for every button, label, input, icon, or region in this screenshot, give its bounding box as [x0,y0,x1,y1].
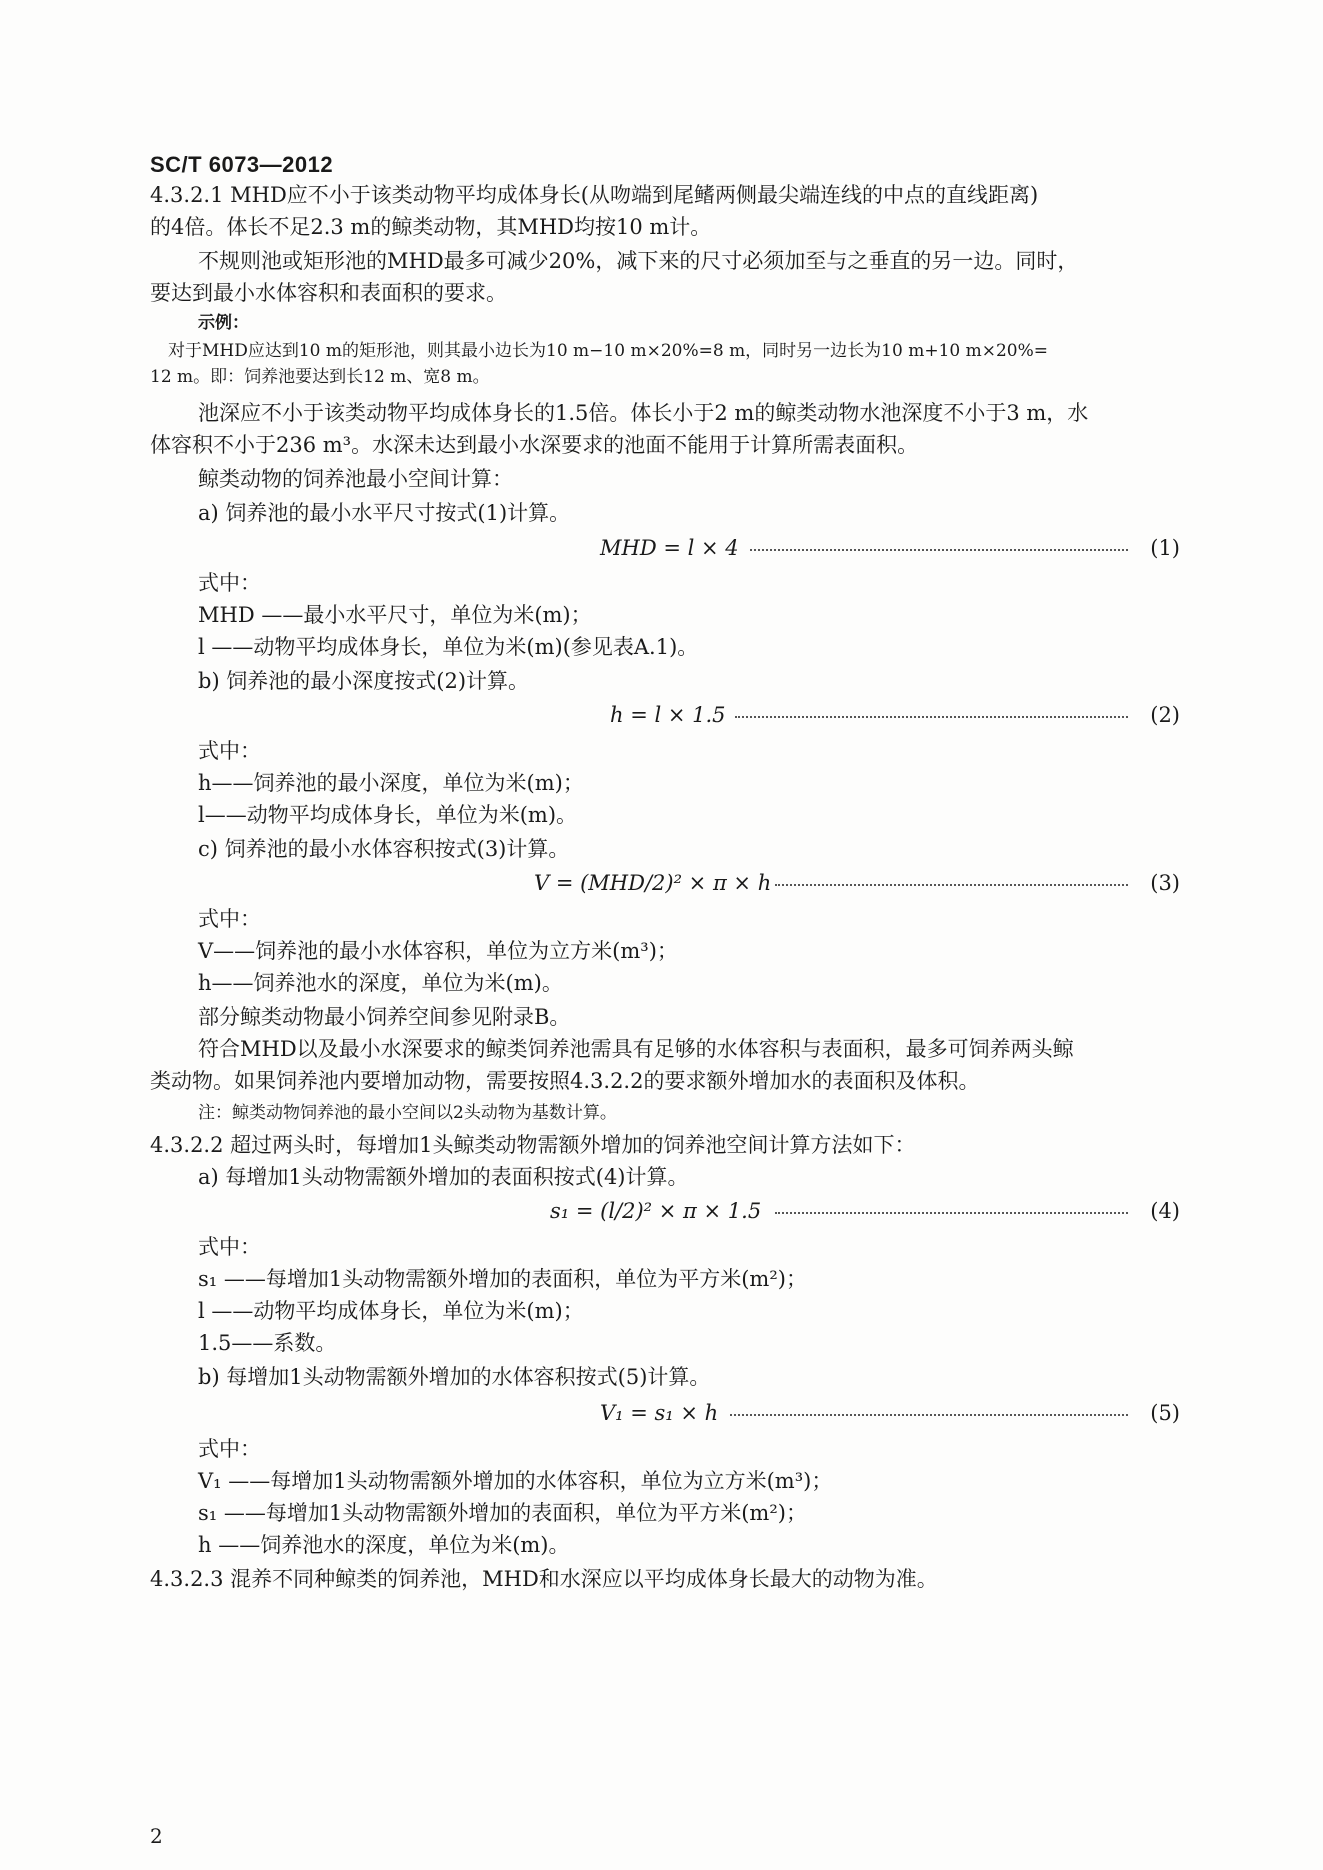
paragraph-two-whales-line-2: 类动物。如果饲养池内要增加动物，需要按照4.3.2.2的要求额外增加水的表面积及体积。 [150,1069,980,1093]
formula-5-expression: V₁ = s₁ × h [600,1401,719,1425]
item-a-min-horizontal: a) 饲养池的最小水平尺寸按式(1)计算。 [198,501,571,525]
formula-1-number: (1) [1150,536,1180,560]
where-4-coefficient: 1.5——系数。 [198,1331,337,1355]
paragraph-pool-depth-line-2: 体容积不小于236 m³。水深未达到最小水深要求的池面不能用于计算所需表面积。 [150,433,919,457]
where-2-l: l——动物平均成体身长，单位为米(m)。 [198,803,578,827]
formula-3-row [150,870,1180,896]
clause-4-3-2-3: 4.3.2.3 混养不同种鲸类的饲养池，MHD和水深应以平均成体身长最大的动物为准。 [150,1567,938,1591]
paragraph-pool-depth-line-1: 池深应不小于该类动物平均成体身长的1.5倍。体长小于2 m的鲸类动物水池深度不小于3 m，水 [198,401,1089,425]
formula-1-row [150,535,1180,561]
formula-1-expression: MHD = l × 4 [600,536,739,560]
clause-4-3-2-1-line-1: 4.3.2.1 MHD应不小于该类动物平均成体身长(从吻端到尾鳍两侧最尖端连线的中点的直线距离) [150,183,1039,207]
formula-3-expression: V = (MHD/2)² × π × h [534,871,772,895]
where-1-l: l ——动物平均成体身长，单位为米(m)(参见表A.1)。 [198,635,699,659]
clause-4-3-2-1-line-2: 的4倍。体长不足2.3 m的鲸类动物，其MHD均按10 m计。 [150,215,712,239]
formula-2-leader-dots [735,716,1128,718]
item-a-extra-surface: a) 每增加1头动物需额外增加的表面积按式(4)计算。 [198,1165,689,1189]
where-1-mhd: MHD ——最小水平尺寸，单位为米(m)； [198,603,592,627]
clause-4-3-2-2: 4.3.2.2 超过两头时，每增加1头鲸类动物需额外增加的饲养池空间计算方法如下： [150,1133,916,1157]
paragraph-appendix-b: 部分鲸类动物最小饲养空间参见附录B。 [198,1005,571,1029]
where-4-l: l ——动物平均成体身长，单位为米(m)； [198,1299,584,1323]
page-number: 2 [150,1824,163,1848]
paragraph-irregular-pool-line-1: 不规则池或矩形池的MHD最多可减少20%，减下来的尺寸必须加至与之垂直的另一边。同时， [198,249,1079,273]
paragraph-min-space-intro: 鲸类动物的饲养池最小空间计算： [198,467,513,491]
where-3-h: h——饲养池水的深度，单位为米(m)。 [198,971,563,995]
where-3-v: V——饲养池的最小水体容积，单位为立方米(m³)； [198,939,678,963]
where-label-1: 式中： [198,571,261,595]
formula-1-leader-dots [750,549,1128,551]
formula-5-leader-dots [730,1414,1128,1416]
formula-4-row [150,1198,1180,1224]
note-min-space: 注：鲸类动物饲养池的最小空间以2头动物为基数计算。 [198,1103,617,1123]
paragraph-irregular-pool-line-2: 要达到最小水体容积和表面积的要求。 [150,281,507,305]
item-c-min-volume: c) 饲养池的最小水体容积按式(3)计算。 [198,837,570,861]
formula-5-row [150,1400,1180,1426]
example-label: 示例： [198,313,249,333]
formula-2-number: (2) [1150,703,1180,727]
formula-2-row [150,702,1180,728]
example-line-2: 12 m。即：饲养池要达到长12 m、宽8 m。 [150,367,490,387]
where-2-h: h——饲养池的最小深度，单位为米(m)； [198,771,584,795]
paragraph-two-whales-line-1: 符合MHD以及最小水深要求的鲸类饲养池需具有足够的水体容积与表面积，最多可饲养两头鲸 [198,1037,1074,1061]
example-line-1: 对于MHD应达到10 m的矩形池，则其最小边长为10 m−10 m×20%=8 m，同时另一边长为10 m+10 m×20%= [168,341,1049,361]
where-label-2: 式中： [198,739,261,763]
formula-4-number: (4) [1150,1199,1180,1223]
where-label-4: 式中： [198,1235,261,1259]
where-4-s1: s₁ ——每增加1头动物需额外增加的表面积，单位为平方米(m²)； [198,1267,807,1291]
formula-3-number: (3) [1150,871,1180,895]
formula-3-leader-dots [775,884,1128,886]
where-label-3: 式中： [198,907,261,931]
formula-2-expression: h = l × 1.5 [610,703,726,727]
where-5-v1: V₁ ——每增加1头动物需额外增加的水体容积，单位为立方米(m³)； [198,1469,833,1493]
where-label-5: 式中： [198,1437,261,1461]
where-5-s1: s₁ ——每增加1头动物需额外增加的表面积，单位为平方米(m²)； [198,1501,807,1525]
formula-4-expression: s₁ = (l/2)² × π × 1.5 [550,1199,762,1223]
formula-5-number: (5) [1150,1401,1180,1425]
standard-code-header: SC/T 6073—2012 [150,152,334,177]
item-b-min-depth: b) 饲养池的最小深度按式(2)计算。 [198,669,530,693]
formula-4-leader-dots [775,1212,1128,1214]
item-b-extra-volume: b) 每增加1头动物需额外增加的水体容积按式(5)计算。 [198,1365,711,1389]
where-5-h: h ——饲养池水的深度，单位为米(m)。 [198,1533,570,1557]
